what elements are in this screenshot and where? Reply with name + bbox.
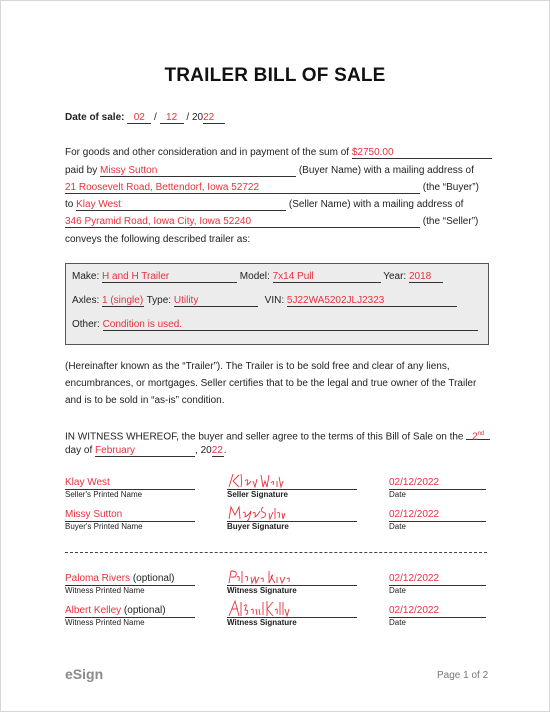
amount-field[interactable]: $2750.00 — [352, 147, 492, 159]
seller-printed-name-label: Seller's Printed Name — [65, 490, 143, 499]
date-year-field[interactable]: 22 — [203, 112, 225, 124]
document-title: TRAILER BILL OF SALE — [164, 65, 386, 86]
witness1-printed-name[interactable]: Paloma Rivers (optional) — [65, 573, 175, 584]
make-model-year-row: Make: H and H Trailer Model: 7x14 Pull Year: 2018 — [72, 271, 443, 283]
seller-printed-name[interactable]: Klay West — [65, 477, 110, 488]
make-field[interactable]: H and H Trailer — [102, 271, 237, 283]
esign-logo: eSign — [65, 666, 104, 682]
buyer-name-row: paid by Missy Sutton (Buyer Name) with a mailing address of — [65, 165, 474, 176]
dashed-separator — [65, 552, 487, 553]
other-row: Other: Condition is used. — [72, 319, 478, 331]
page-number: Page 1 of 2 — [437, 670, 489, 681]
consideration-row: For goods and other consideration and in payment of the sum of $2750.00 — [65, 147, 492, 159]
seller-signature[interactable] — [227, 471, 287, 491]
witness1-signature[interactable] — [227, 567, 293, 587]
witness1-date[interactable]: 02/12/2022 — [389, 573, 440, 584]
buyer-printed-name-label: Buyer's Printed Name — [65, 522, 143, 531]
witness-day-field[interactable]: 2nd — [466, 428, 490, 440]
date-of-sale-row: Date of sale: 02 / 12 / 2022 — [65, 112, 225, 124]
witness1-signature-label: Witness Signature — [227, 586, 297, 595]
witness2-printed-name[interactable]: Albert Kelley (optional) — [65, 605, 166, 616]
witness-date-row: day of February , 2022. — [65, 445, 227, 456]
date-of-sale-label: Date of sale: — [65, 112, 125, 123]
buyer-printed-name[interactable]: Missy Sutton — [65, 509, 123, 520]
seller-date[interactable]: 02/12/2022 — [389, 477, 440, 488]
trailer-details-box — [65, 263, 489, 345]
seller-name-row: to Klay West (Seller Name) with a mailing address of — [65, 199, 464, 210]
witness2-date[interactable]: 02/12/2022 — [389, 605, 440, 616]
buyer-address-row: 21 Roosevelt Road, Bettendorf, Iowa 52722 (the “Buyer”) — [65, 182, 479, 193]
vin-field[interactable]: 5J22WA5202JLJ2323 — [287, 295, 457, 307]
date-day-field[interactable]: 12 — [160, 112, 184, 124]
model-field[interactable]: 7x14 Pull — [273, 271, 381, 283]
witness-month-field[interactable]: February — [95, 445, 195, 457]
date-month-field[interactable]: 02 — [127, 112, 151, 124]
other-field[interactable]: Condition is used. — [103, 319, 478, 331]
terms-paragraph: (Hereinafter known as the “Trailer”). The Trailer is to be sold free and clear of any liens, encumbrances, or mortgages. Seller certifies that to be the legal and true owner of the Trailer and is to be sold in “as-is” condition. — [65, 361, 477, 406]
seller-address-field[interactable]: 346 Pyramid Road, Iowa City, Iowa 52240 — [65, 216, 420, 228]
witness-row: IN WITNESS WHEREOF, the buyer and seller agree to the terms of this Bill of Sale on the 2nd — [65, 428, 490, 443]
buyer-signature[interactable] — [227, 503, 287, 523]
witness2-signature-label: Witness Signature — [227, 618, 297, 627]
witness-year-field[interactable]: 22 — [211, 445, 223, 456]
buyer-date-label: Date — [389, 522, 406, 531]
witness1-printed-name-label: Witness Printed Name — [65, 586, 145, 595]
seller-address-row: 346 Pyramid Road, Iowa City, Iowa 52240 (the “Seller”) — [65, 216, 479, 227]
buyer-address-field[interactable]: 21 Roosevelt Road, Bettendorf, Iowa 52722 — [65, 182, 420, 194]
axles-field[interactable]: 1 (single) — [102, 295, 144, 306]
seller-date-label: Date — [389, 490, 406, 499]
witness1-date-label: Date — [389, 586, 406, 595]
buyer-signature-label: Buyer Signature — [227, 522, 289, 531]
seller-signature-label: Seller Signature — [227, 490, 288, 499]
axles-type-vin-row: Axles: 1 (single) Type: Utility VIN: 5J22WA5202JLJ2323 — [72, 295, 457, 307]
seller-name-field[interactable]: Klay West — [76, 199, 286, 211]
witness2-printed-name-label: Witness Printed Name — [65, 618, 145, 627]
type-field[interactable]: Utility — [174, 295, 258, 307]
conveys-text: conveys the following described trailer as: — [65, 234, 251, 245]
witness2-date-label: Date — [389, 618, 406, 627]
buyer-name-field[interactable]: Missy Sutton — [100, 165, 296, 177]
year-field[interactable]: 2018 — [409, 271, 443, 283]
buyer-date[interactable]: 02/12/2022 — [389, 509, 440, 520]
